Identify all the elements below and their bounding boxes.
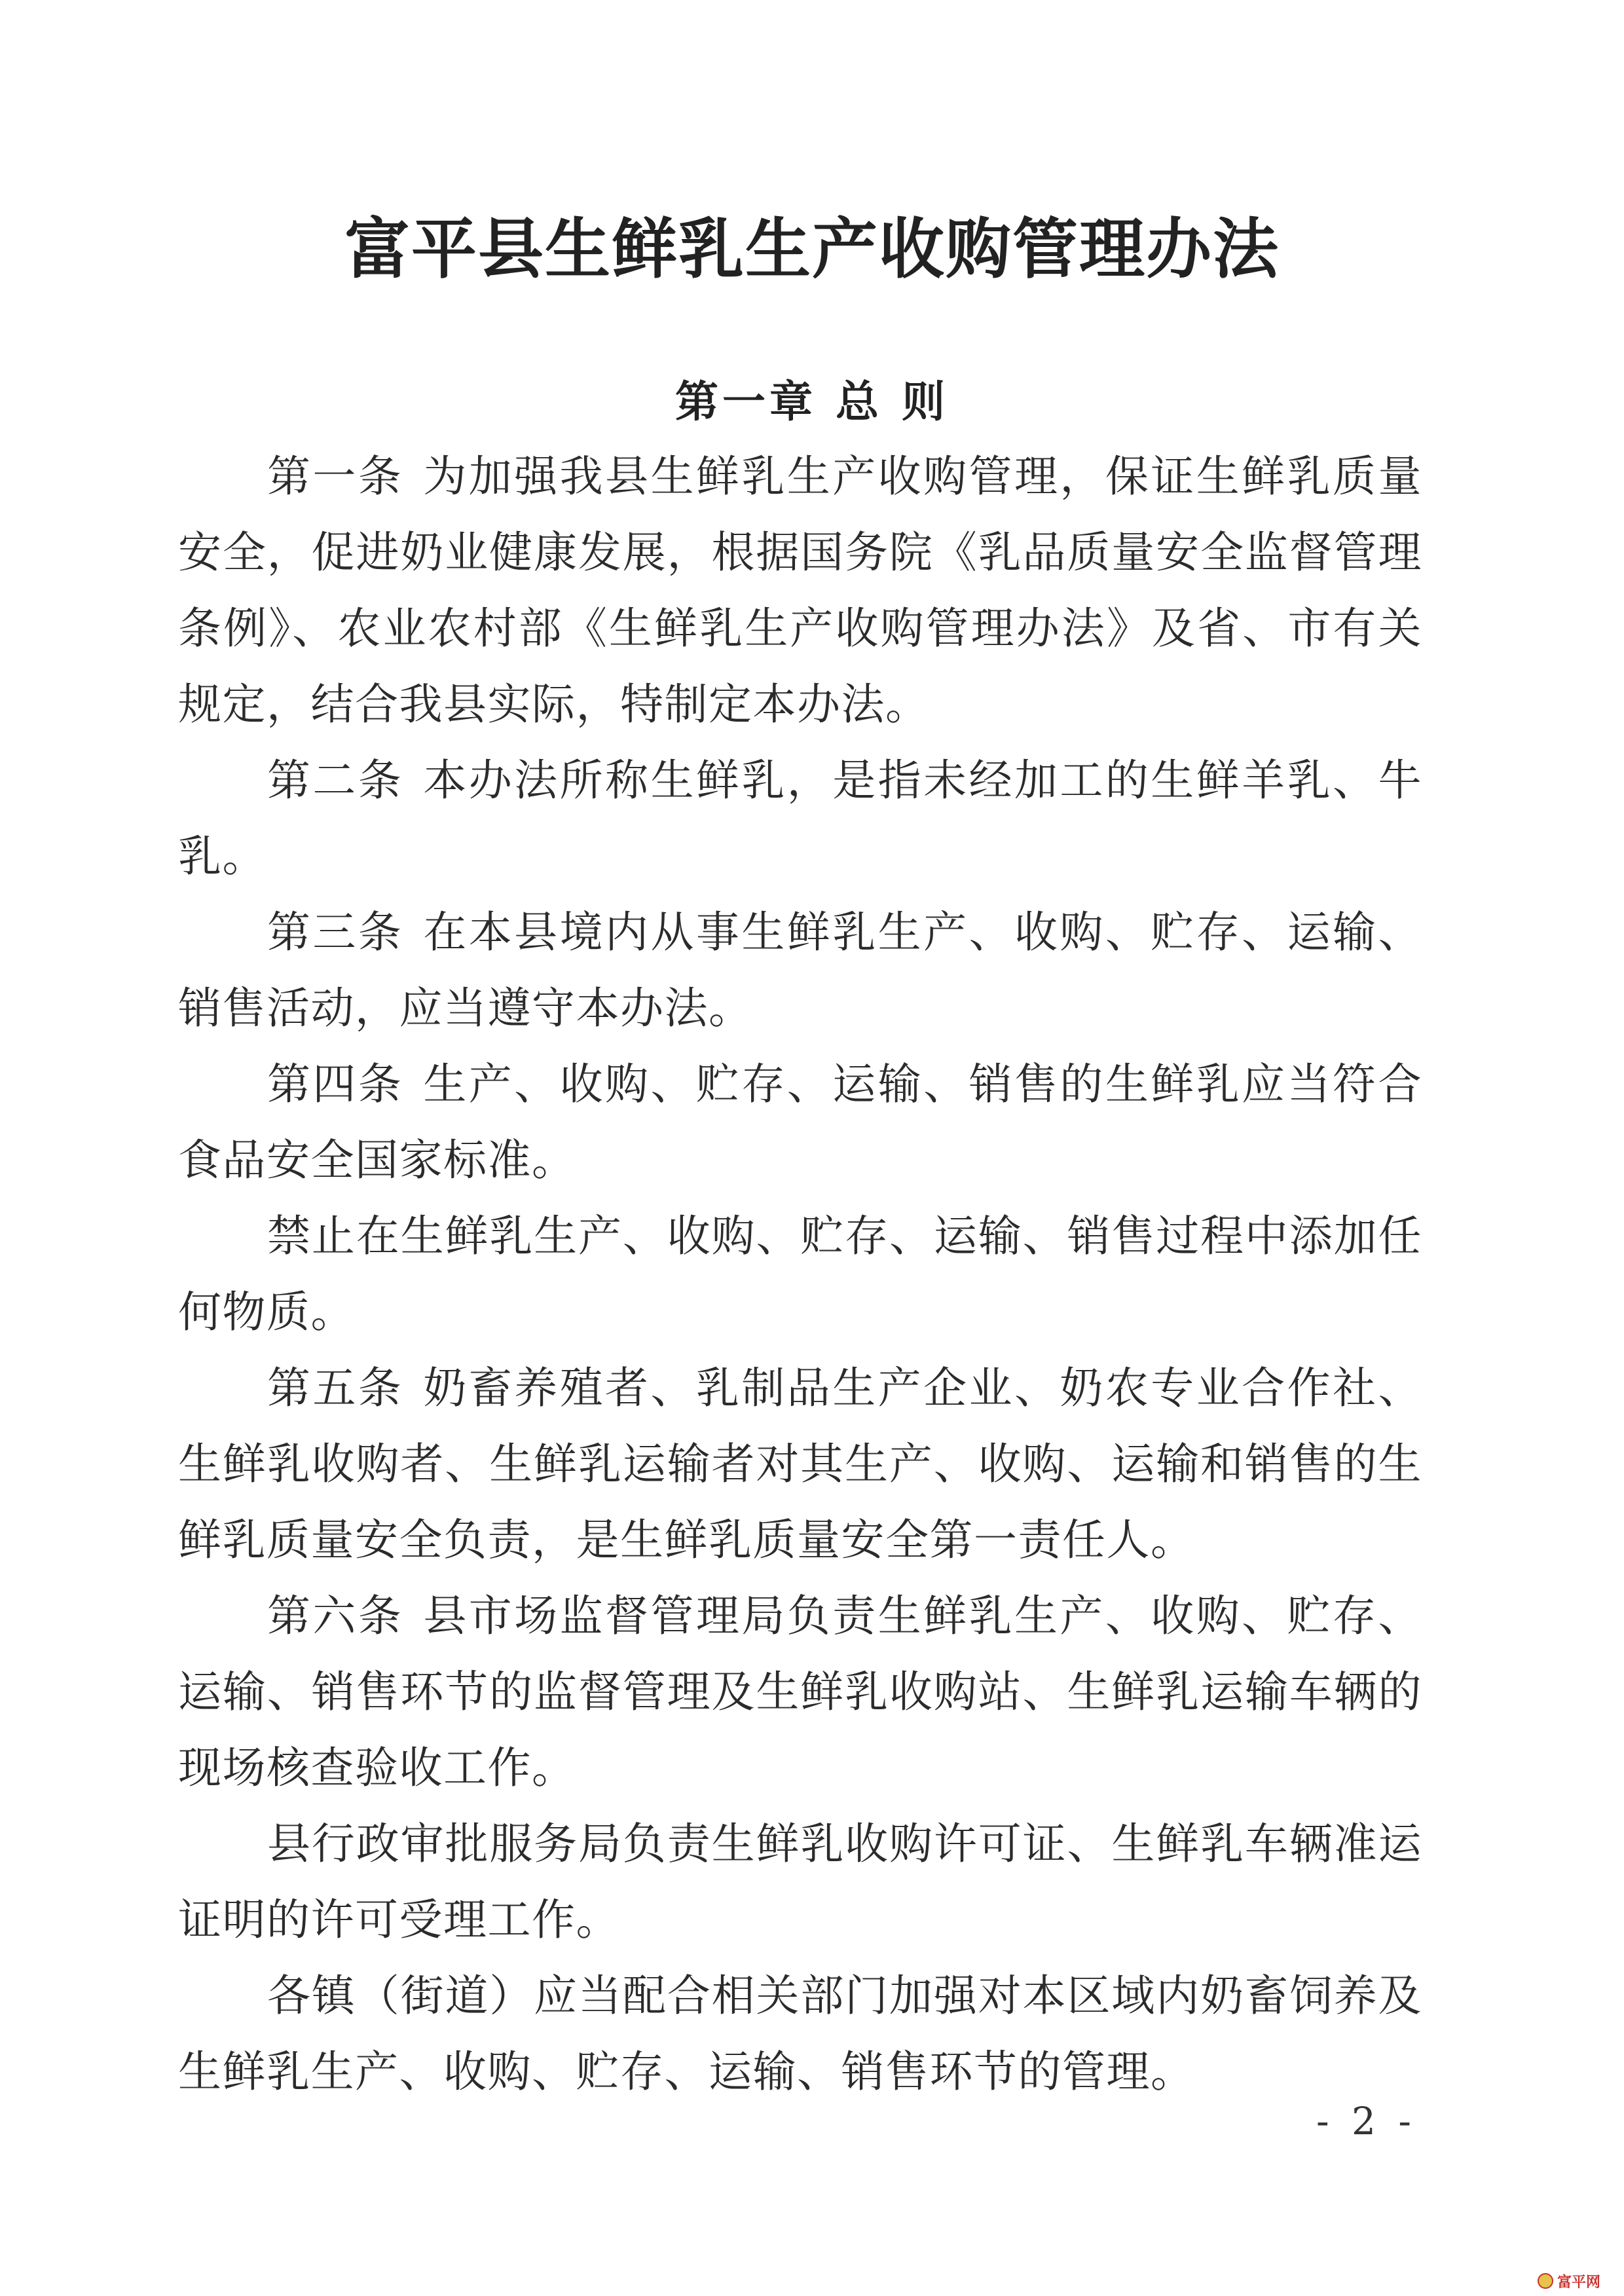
article-3 [178,895,1422,1046]
article-2 [178,743,1422,895]
site-watermark [1538,2271,1600,2291]
article-number: 第一条 [267,451,404,502]
article-number: 第四条 [267,1059,404,1109]
paragraph-text: 县行政审批服务局负责生鲜乳收购许可证、生鲜乳车辆准运证明的许可受理工作。 [178,1819,1422,1945]
article-1 [178,439,1422,743]
watermark-text: 富平网 [1557,2274,1601,2291]
article-4 [178,1046,1422,1198]
paragraph-text: 禁止在生鲜乳生产、收购、贮存、运输、销售过程中添加任何物质。 [178,1211,1422,1337]
article-text: 本办法所称生鲜乳，是指未经加工的生鲜羊乳、牛乳。 [178,755,1422,881]
article-text: 县市场监督管理局负责生鲜乳生产、收购、贮存、运输、销售环节的监督管理及生鲜乳收购站、生鲜乳运输车辆的现场核查验收工作。 [178,1591,1422,1793]
article-text: 在本县境内从事生鲜乳生产、收购、贮存、运输、销售活动，应当遵守本办法。 [178,907,1422,1033]
article-text: 奶畜养殖者、乳制品生产企业、奶农专业合作社、生鲜乳收购者、生鲜乳运输者对其生产、收购、运输和销售的生鲜乳质量安全负责，是生鲜乳质量安全第一责任人。 [178,1363,1422,1565]
site-logo-icon [1538,2273,1553,2289]
article-number: 第三条 [267,907,404,957]
article-text: 生产、收购、贮存、运输、销售的生鲜乳应当符合食品安全国家标准。 [178,1059,1422,1185]
article-6 [178,1578,1422,1806]
chapter-heading: 第一章 总 则 [675,377,949,427]
article-number: 第六条 [267,1591,404,1641]
document-body [178,439,1422,2110]
article-5 [178,1350,1422,1578]
article-number: 第五条 [267,1363,404,1413]
article-4-continued [178,1198,1422,1350]
paragraph-text: 各镇（街道）应当配合相关部门加强对本区域内奶畜饲养及生鲜乳生产、收购、贮存、运输、销售环节的管理。 [178,1971,1422,2097]
document-title: 富平县生鲜乳生产收购管理办法 [344,210,1280,287]
article-6-continued-1 [178,1806,1422,1958]
article-6-continued-2 [178,1958,1422,2110]
page-number: - 2 - [1316,2099,1416,2143]
article-number: 第二条 [267,755,404,805]
article-text: 为加强我县生鲜乳生产收购管理，保证生鲜乳质量安全，促进奶业健康发展，根据国务院《乳品质量安全监督管理条例》、农业农村部《生鲜乳生产收购管理办法》及省、市有关规定，结合我县实际，特制定本办法。 [178,451,1422,730]
